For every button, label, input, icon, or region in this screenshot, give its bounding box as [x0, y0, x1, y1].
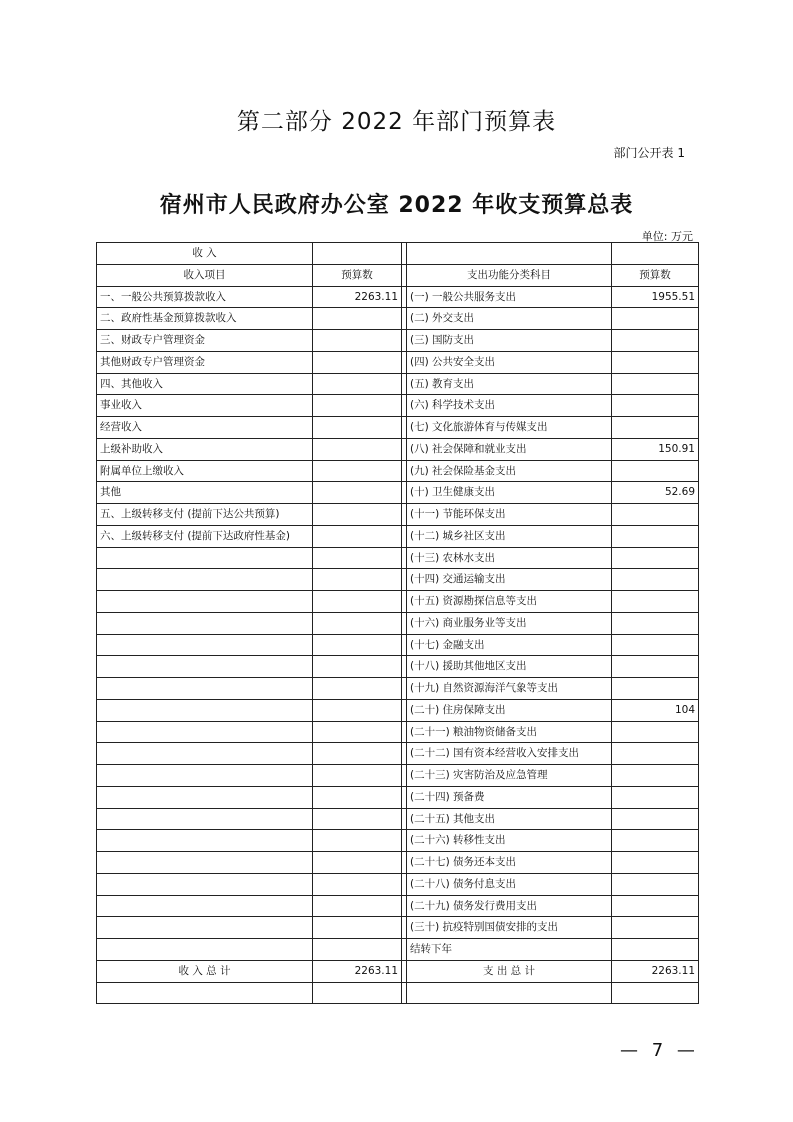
income-item-cell [97, 591, 313, 613]
table-row [97, 460, 699, 482]
income-item-header: 收入项目 [97, 264, 313, 286]
expense-amount-cell [612, 852, 699, 874]
income-item-cell [97, 895, 313, 917]
expense-item-cell: (十五) 资源勘探信息等支出 [407, 591, 612, 613]
empty-cell [313, 982, 402, 1004]
table-row [97, 656, 699, 678]
income-item-cell [97, 569, 313, 591]
expense-item-cell: (十七) 金融支出 [407, 634, 612, 656]
income-item-cell [97, 699, 313, 721]
table-row [97, 482, 699, 504]
income-amount-cell [313, 634, 402, 656]
part-title: 第二部分 2022 年部门预算表 [236, 109, 557, 135]
income-amount-cell [313, 786, 402, 808]
expense-item-cell: (二) 外交支出 [407, 308, 612, 330]
income-amount-cell [313, 591, 402, 613]
expense-amount-cell [612, 525, 699, 547]
income-item-cell [97, 852, 313, 874]
expense-item-cell: (十一) 节能环保支出 [407, 504, 612, 526]
income-amount-cell [313, 743, 402, 765]
expense-item-cell: (二十九) 债务发行费用支出 [407, 895, 612, 917]
income-amount-cell [313, 830, 402, 852]
table-row [97, 438, 699, 460]
expense-amount-header: 预算数 [612, 264, 699, 286]
income-amount-cell [313, 699, 402, 721]
expense-amount-cell: 104 [612, 699, 699, 721]
expense-item-cell: (十八) 援助其他地区支出 [407, 656, 612, 678]
income-amount-cell [313, 504, 402, 526]
expense-item-cell: (十六) 商业服务业等支出 [407, 612, 612, 634]
table-row [97, 852, 699, 874]
income-item-cell [97, 917, 313, 939]
expense-item-cell: (一) 一般公共服务支出 [407, 286, 612, 308]
empty-cell [407, 982, 612, 1004]
income-item-cell [97, 678, 313, 700]
expense-item-header: 支出功能分类科目 [407, 264, 612, 286]
table-row [97, 286, 699, 308]
table-row [97, 743, 699, 765]
table-row [97, 504, 699, 526]
table-total-row [97, 960, 699, 982]
income-amount-cell [313, 678, 402, 700]
expense-amount-cell [612, 308, 699, 330]
expense-total-label: 支 出 总 计 [407, 960, 612, 982]
income-item-cell [97, 873, 313, 895]
income-amount-cell [313, 330, 402, 352]
empty-cell [612, 243, 699, 265]
expense-item-cell: (二十一) 粮油物资储备支出 [407, 721, 612, 743]
income-item-cell: 事业收入 [97, 395, 313, 417]
empty-cell [313, 243, 402, 265]
income-amount-cell [313, 351, 402, 373]
income-amount-cell [313, 721, 402, 743]
income-item-cell: 六、上级转移支付 (提前下达政府性基金) [97, 525, 313, 547]
expense-item-cell: (四) 公共安全支出 [407, 351, 612, 373]
income-total-label: 收 入 总 计 [97, 960, 313, 982]
expense-amount-cell [612, 939, 699, 961]
income-item-cell: 三、财政专户管理资金 [97, 330, 313, 352]
income-item-cell: 二、政府性基金预算拨款收入 [97, 308, 313, 330]
expense-item-cell: (十二) 城乡社区支出 [407, 525, 612, 547]
expense-item-cell: (二十二) 国有资本经营收入安排支出 [407, 743, 612, 765]
expense-item-cell: (二十八) 债务付息支出 [407, 873, 612, 895]
income-item-cell [97, 830, 313, 852]
table-row [97, 373, 699, 395]
table-row [97, 569, 699, 591]
expense-amount-cell [612, 504, 699, 526]
expense-amount-cell [612, 786, 699, 808]
income-item-cell [97, 743, 313, 765]
table-row [97, 591, 699, 613]
table-section-header-row [97, 243, 699, 265]
table-row [97, 417, 699, 439]
table-row [97, 808, 699, 830]
expense-amount-cell [612, 330, 699, 352]
expense-item-cell: 结转下年 [407, 939, 612, 961]
expense-amount-cell [612, 808, 699, 830]
expense-amount-cell [612, 895, 699, 917]
expense-item-cell: (十三) 农林水支出 [407, 547, 612, 569]
income-amount-cell [313, 873, 402, 895]
expense-amount-cell [612, 373, 699, 395]
expense-amount-cell [612, 460, 699, 482]
empty-cell [97, 982, 313, 1004]
income-item-cell: 一、一般公共预算拨款收入 [97, 286, 313, 308]
table-row [97, 547, 699, 569]
income-item-cell: 四、其他收入 [97, 373, 313, 395]
expense-item-cell: (三十) 抗疫特别国债安排的支出 [407, 917, 612, 939]
table-row [97, 699, 699, 721]
expense-amount-cell [612, 656, 699, 678]
unit-label: 单位: 万元 [641, 230, 693, 243]
expense-item-cell: (七) 文化旅游体育与传媒支出 [407, 417, 612, 439]
income-amount-cell [313, 438, 402, 460]
income-section-header: 收 入 [97, 243, 313, 265]
table-row [97, 895, 699, 917]
expense-amount-cell [612, 591, 699, 613]
expense-amount-cell [612, 351, 699, 373]
income-item-cell [97, 808, 313, 830]
expense-item-cell: (十九) 自然资源海洋气象等支出 [407, 678, 612, 700]
income-amount-cell [313, 939, 402, 961]
expense-amount-cell [612, 612, 699, 634]
expense-item-cell: (二十五) 其他支出 [407, 808, 612, 830]
expense-item-cell: (二十六) 转移性支出 [407, 830, 612, 852]
income-amount-cell: 2263.11 [313, 286, 402, 308]
income-amount-cell [313, 917, 402, 939]
table-row [97, 395, 699, 417]
expense-item-cell: (九) 社会保险基金支出 [407, 460, 612, 482]
income-amount-cell [313, 373, 402, 395]
income-item-cell: 附属单位上缴收入 [97, 460, 313, 482]
income-amount-cell [313, 460, 402, 482]
expense-item-cell: (二十) 住房保障支出 [407, 699, 612, 721]
expense-item-cell: (十) 卫生健康支出 [407, 482, 612, 504]
income-item-cell [97, 547, 313, 569]
table-row [97, 634, 699, 656]
expense-item-cell: (八) 社会保障和就业支出 [407, 438, 612, 460]
income-amount-cell [313, 895, 402, 917]
income-amount-cell [313, 765, 402, 787]
expense-amount-cell: 52.69 [612, 482, 699, 504]
income-amount-cell [313, 656, 402, 678]
income-item-cell: 其他 [97, 482, 313, 504]
table-row [97, 939, 699, 961]
expense-amount-cell [612, 721, 699, 743]
expense-amount-cell [612, 569, 699, 591]
table-column-header-row [97, 264, 699, 286]
income-amount-cell [313, 569, 402, 591]
income-item-cell [97, 721, 313, 743]
expense-item-cell: (三) 国防支出 [407, 330, 612, 352]
income-item-cell: 五、上级转移支付 (提前下达公共预算) [97, 504, 313, 526]
income-item-cell: 其他财政专户管理资金 [97, 351, 313, 373]
income-amount-cell [313, 808, 402, 830]
income-item-cell [97, 765, 313, 787]
expense-amount-cell [612, 830, 699, 852]
table-row [97, 525, 699, 547]
table-row [97, 678, 699, 700]
expense-amount-cell [612, 917, 699, 939]
table-row [97, 330, 699, 352]
expense-total-value: 2263.11 [612, 960, 699, 982]
expense-amount-cell [612, 395, 699, 417]
expense-amount-cell: 1955.51 [612, 286, 699, 308]
budget-table [96, 242, 699, 1004]
expense-amount-cell [612, 765, 699, 787]
expense-amount-cell [612, 678, 699, 700]
income-amount-header: 预算数 [313, 264, 402, 286]
income-item-cell [97, 786, 313, 808]
income-amount-cell [313, 395, 402, 417]
income-item-cell: 上级补助收入 [97, 438, 313, 460]
expense-amount-cell [612, 873, 699, 895]
table-row [97, 765, 699, 787]
form-number: 部门公开表 1 [613, 146, 685, 160]
page-number: — 7 — [620, 1040, 699, 1061]
expense-amount-cell: 150.91 [612, 438, 699, 460]
empty-cell [407, 243, 612, 265]
income-item-cell [97, 656, 313, 678]
table-row [97, 308, 699, 330]
table-row [97, 351, 699, 373]
empty-cell [612, 982, 699, 1004]
income-amount-cell [313, 417, 402, 439]
income-amount-cell [313, 612, 402, 634]
income-item-cell [97, 634, 313, 656]
income-item-cell: 经营收入 [97, 417, 313, 439]
income-amount-cell [313, 852, 402, 874]
expense-amount-cell [612, 634, 699, 656]
table-row [97, 612, 699, 634]
income-item-cell [97, 939, 313, 961]
expense-item-cell: (六) 科学技术支出 [407, 395, 612, 417]
income-item-cell [97, 612, 313, 634]
expense-item-cell: (二十七) 债务还本支出 [407, 852, 612, 874]
table-row [97, 786, 699, 808]
income-total-value: 2263.11 [313, 960, 402, 982]
table-row [97, 721, 699, 743]
income-amount-cell [313, 308, 402, 330]
table-row [97, 830, 699, 852]
table-row [97, 873, 699, 895]
page-title: 宿州市人民政府办公室 2022 年收支预算总表 [159, 193, 634, 218]
expense-item-cell: (二十三) 灾害防治及应急管理 [407, 765, 612, 787]
expense-amount-cell [612, 743, 699, 765]
income-amount-cell [313, 547, 402, 569]
expense-item-cell: (十四) 交通运输支出 [407, 569, 612, 591]
table-empty-row [97, 982, 699, 1004]
expense-item-cell: (二十四) 预备费 [407, 786, 612, 808]
income-amount-cell [313, 525, 402, 547]
expense-item-cell: (五) 教育支出 [407, 373, 612, 395]
table-row [97, 917, 699, 939]
expense-amount-cell [612, 547, 699, 569]
expense-amount-cell [612, 417, 699, 439]
income-amount-cell [313, 482, 402, 504]
